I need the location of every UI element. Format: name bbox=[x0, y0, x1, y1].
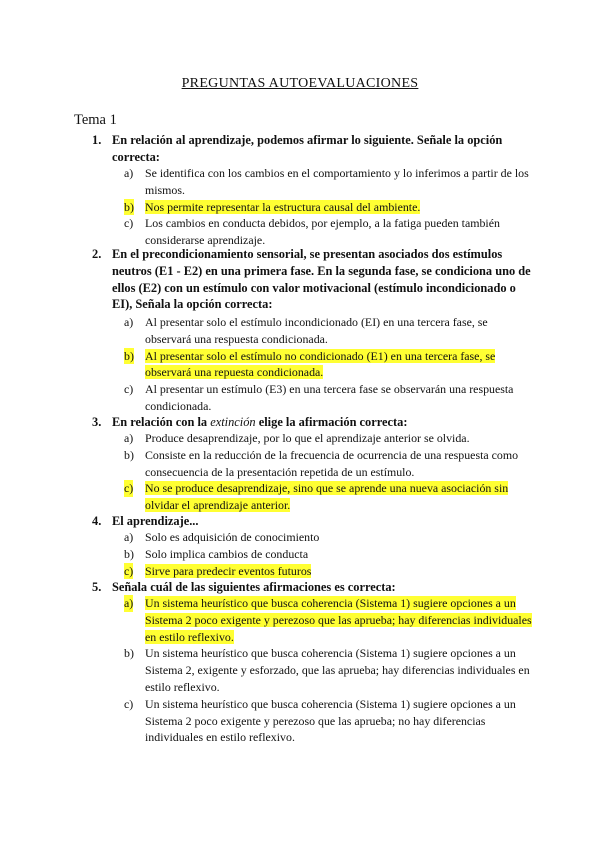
option-letter: c) bbox=[124, 481, 134, 496]
option-text: Un sistema heurístico que busca coherencia (Sistema 1) sugiere opciones a un Sistema 2 poco exigente y perezoso que las aprueba; no hay diferencias individuales en estilo reflexivo. bbox=[145, 696, 516, 745]
option-text-highlighted: No se produce desaprendizaje, sino que se aprende una nueva asociación sin olvidar el aprendizaje anterior. bbox=[145, 481, 509, 513]
question-text-part: En relación con la bbox=[112, 415, 211, 429]
option-text: Al presentar un estímulo (E3) en una tercera fase se observarán una respuesta condicionada. bbox=[145, 382, 514, 413]
question-number: 3. bbox=[92, 415, 102, 429]
option-text: Un sistema heurístico que busca coherencia (Sistema 1) sugiere opciones a un Sistema 2, exigente y esforzado, que las aprueba; hay diferencias individuales en estilo reflexivo. bbox=[145, 646, 530, 694]
question-number: 2. bbox=[92, 247, 102, 261]
option-4a bbox=[124, 529, 534, 546]
question-text: El aprendizaje... bbox=[112, 514, 199, 528]
option-4b bbox=[124, 546, 534, 563]
option-1a bbox=[124, 165, 534, 199]
option-3c-correct bbox=[124, 480, 534, 514]
option-5b bbox=[124, 645, 534, 695]
option-text: Consiste en la reducción de la frecuencia de ocurrencia de una respuesta como consecuencia de la presentación repetida de un estímulo. bbox=[145, 447, 519, 479]
option-4c-correct bbox=[124, 563, 534, 580]
question-number: 1. bbox=[92, 133, 102, 147]
option-letter: b) bbox=[124, 546, 134, 561]
option-1b-correct bbox=[124, 199, 534, 216]
options-1 bbox=[124, 165, 534, 249]
option-text: Se identifica con los cambios en el comportamiento y lo inferimos a partir de los mismos. bbox=[145, 166, 529, 197]
option-letter: c) bbox=[124, 216, 134, 231]
page-title: PREGUNTAS AUTOEVALUACIONES bbox=[181, 76, 419, 91]
option-text-highlighted: Al presentar solo el estímulo no condicionado (E1) en una tercera fase, se observará una repuesta condicionada. bbox=[145, 348, 496, 380]
question-3 bbox=[92, 414, 532, 431]
option-letter: a) bbox=[124, 596, 134, 610]
option-letter: b) bbox=[124, 646, 134, 661]
option-letter: a) bbox=[124, 166, 134, 180]
options-5 bbox=[124, 595, 534, 746]
option-letter: b) bbox=[124, 348, 134, 363]
question-text bbox=[112, 414, 532, 431]
question-number: 4. bbox=[92, 514, 102, 528]
option-letter: a) bbox=[124, 431, 134, 445]
option-letter: a) bbox=[124, 315, 134, 329]
option-letter: c) bbox=[124, 382, 134, 397]
option-text: Solo es adquisición de conocimiento bbox=[145, 530, 320, 544]
question-text-part: elige la afirmación correcta: bbox=[255, 415, 408, 429]
option-letter: b) bbox=[124, 447, 134, 462]
option-1c bbox=[124, 215, 534, 249]
question-text: En relación al aprendizaje, podemos afirmar lo siguiente. Señale la opción correcta: bbox=[112, 133, 503, 164]
option-text-highlighted: Sirve para predecir eventos futuros bbox=[145, 563, 312, 578]
option-text-highlighted: Nos permite representar la estructura causal del ambiente. bbox=[145, 199, 421, 214]
option-2c bbox=[124, 381, 534, 415]
option-5c bbox=[124, 696, 534, 746]
option-text: Produce desaprendizaje, por lo que el aprendizaje anterior se olvida. bbox=[145, 431, 470, 445]
option-text-highlighted: Un sistema heurístico que busca coherencia (Sistema 1) sugiere opciones a un Sistema 2 poco exigente y perezoso que las aprueba; hay diferencias individuales en estilo reflexivo. bbox=[145, 596, 532, 644]
options-4 bbox=[124, 529, 534, 579]
option-text: Solo implica cambios de conducta bbox=[145, 546, 309, 561]
option-letter: c) bbox=[124, 696, 134, 711]
question-text: En el precondicionamiento sensorial, se presentan asociados dos estímulos neutros (E1 - E2) en una primera fase. En la segunda fase, se condiciona uno de ellos (E2) con un estímulo con valor motivacional (estímulo incondicionado o EI), Señala la opción correcta: bbox=[112, 247, 531, 312]
option-letter: c) bbox=[124, 563, 134, 578]
option-letter: b) bbox=[124, 199, 134, 214]
question-2 bbox=[92, 246, 532, 313]
option-3b bbox=[124, 447, 534, 481]
option-text: Al presentar solo el estímulo incondicionado (EI) en una tercera fase, se observará una respuesta condicionada. bbox=[145, 315, 488, 346]
options-2 bbox=[124, 314, 534, 415]
question-5 bbox=[92, 579, 532, 596]
question-number: 5. bbox=[92, 580, 102, 594]
section-heading: Tema 1 bbox=[74, 112, 117, 128]
question-text: Señala cuál de las siguientes afirmaciones es correcta: bbox=[112, 580, 396, 594]
question-4 bbox=[92, 513, 532, 530]
option-3a bbox=[124, 430, 534, 447]
option-text: Los cambios en conducta debidos, por ejemplo, a la fatiga pueden también considerarse aprendizaje. bbox=[145, 216, 500, 248]
option-2b-correct bbox=[124, 348, 534, 382]
question-text-italic: extinción bbox=[210, 415, 256, 429]
option-2a bbox=[124, 314, 534, 348]
options-3 bbox=[124, 430, 534, 514]
question-1 bbox=[92, 132, 532, 166]
option-5a-correct bbox=[124, 595, 534, 645]
option-letter: a) bbox=[124, 530, 134, 544]
